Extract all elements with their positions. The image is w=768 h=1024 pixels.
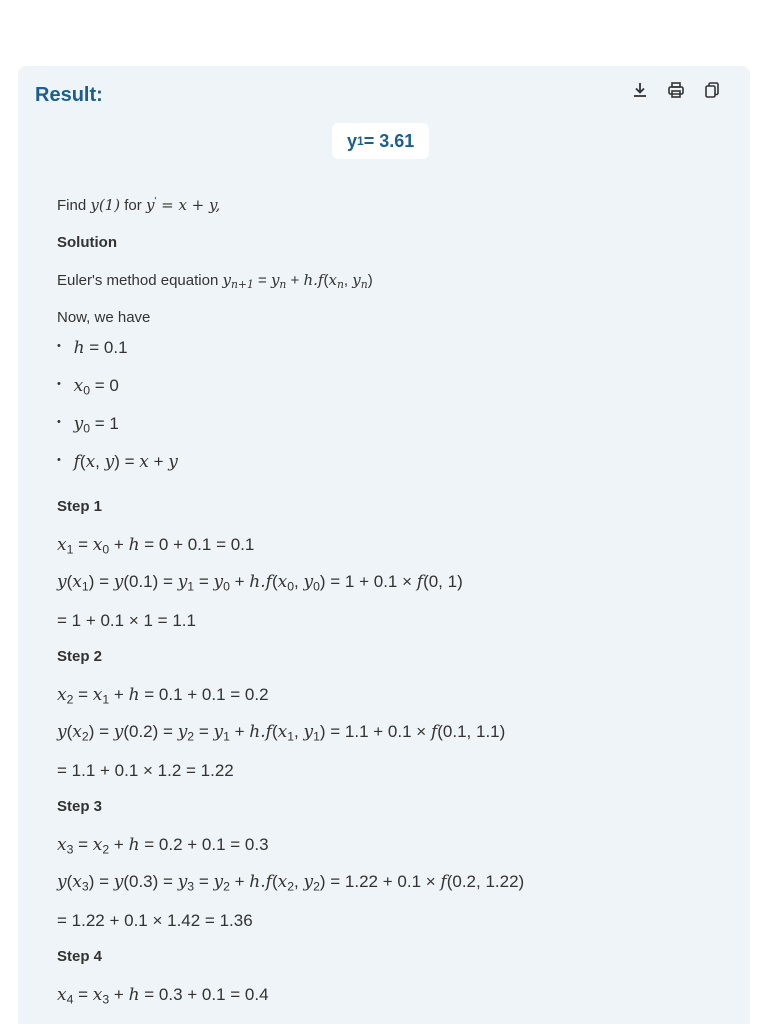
copy-icon[interactable] (702, 80, 722, 100)
download-icon[interactable] (630, 80, 650, 100)
step-line: $y(x_3) = y(0.3) = y_3 = y_2 + h.f(x_2$, $y_2) = 1.22 + 0.1 \times f(0.2$, 1.22) (57, 872, 525, 894)
problem-statement: Find y(1) for y' = x + y, (57, 196, 221, 214)
param-x0: • $x_0 = 0$ (57, 376, 119, 398)
step-line: = 1.22 + 0.1 × 1.42 = 1.36 (57, 911, 253, 930)
intro-expr2: y (145, 196, 155, 214)
step-line: $y(x_1) = y(0.1) = y_1 = y_0 + h.f(x_0$, $y_0) = 1 + 0.1 \times f(0$, 1) (57, 572, 463, 594)
step-heading: Step 2 (57, 648, 103, 665)
answer-value: = 3.61 (363, 130, 415, 151)
intro-expr1: y(1) (90, 196, 121, 214)
step-heading: Step 3 (57, 798, 103, 815)
result-title: Result: (35, 84, 103, 106)
now-we-have: Now, we have (57, 309, 151, 326)
step-line: = 1.1 + 0.1 × 1.2 = 1.22 (57, 761, 234, 780)
intro-rhs: = x + y, (156, 196, 221, 214)
step-heading: Step 1 (57, 498, 103, 515)
step-heading: Step 4 (57, 948, 103, 965)
param-f: • f(x, y) = x + y (57, 452, 178, 472)
step-line: $x_1 = x_0 + h = 0 + 0.1 = 0.1$ (57, 535, 255, 557)
euler-equation: Euler's method equation $y_{n+1} = y_n + h.f(x_n$, $y_n$) (57, 271, 373, 292)
step-line: $x_2 = x_1 + h = 0.1 + 0.1 = 0.2$ (57, 685, 269, 707)
step-line: $y(x_2) = y(0.2) = y_2 = y_1 + h.f(x_1$, $y_1) = 1.1 + 0.1 \times f(0.1$, 1.1) (57, 722, 506, 744)
step-line: $x_3 = x_2 + h = 0.2 + 0.1 = 0.3$ (57, 835, 269, 857)
param-h: • h = 0.1 (57, 338, 128, 358)
param-y0: • $y_0 = 1$ (57, 414, 119, 436)
step-line: = 1 + 0.1 × 1 = 1.1 (57, 611, 196, 630)
step-line: $x_4 = x_3 + h = 0.3 + 0.1 = 0.4$ (57, 985, 269, 1007)
answer-badge (332, 123, 429, 159)
result-card (18, 66, 750, 1024)
answer-label: y (347, 130, 358, 151)
intro-prime: ' (154, 196, 157, 207)
answer-sub: 1 (357, 134, 364, 148)
print-icon[interactable] (666, 80, 686, 100)
solution-heading: Solution (57, 234, 117, 251)
result-toolbar (630, 80, 722, 100)
